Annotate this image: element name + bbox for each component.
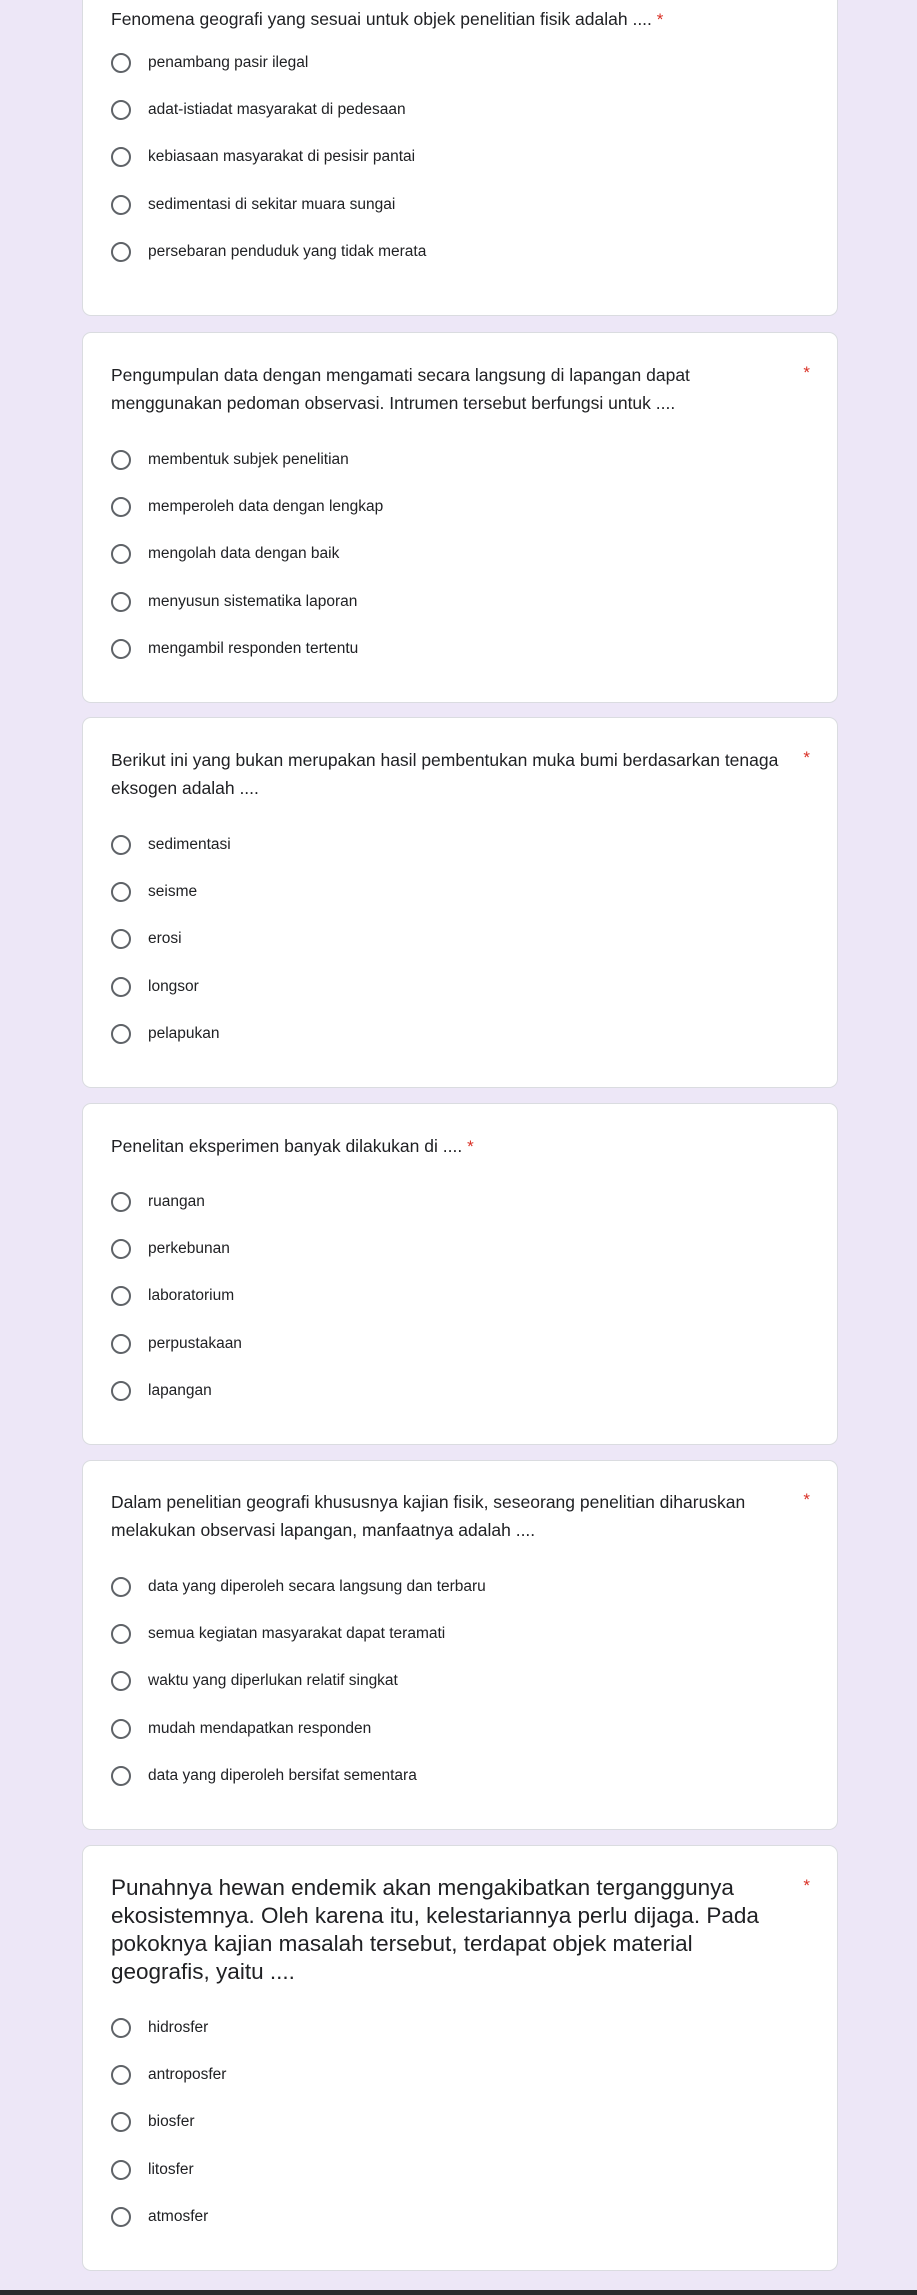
radio-option[interactable]: perpustakaan [111, 1320, 809, 1367]
question-title: Punahnya hewan endemik akan mengakibatkan terganggunya ekosistemnya. Oleh karena itu, kelestariannya perlu dijaga. Pada pokoknya kajian masalah tersebut, terdapat objek material geografis, yaitu .... [111, 1875, 759, 1984]
radio-circle-icon[interactable] [111, 2065, 131, 2085]
radio-circle-icon[interactable] [111, 2018, 131, 2038]
radio-option[interactable]: mengambil responden tertentu [111, 625, 809, 672]
radio-option[interactable]: sedimentasi [111, 821, 809, 868]
radio-circle-icon[interactable] [111, 147, 131, 167]
radio-option[interactable]: ruangan [111, 1178, 809, 1225]
radio-option[interactable]: semua kegiatan masyarakat dapat teramati [111, 1610, 809, 1657]
radio-circle-icon[interactable] [111, 1381, 131, 1401]
radio-option[interactable]: mudah mendapatkan responden [111, 1705, 809, 1752]
radio-circle-icon[interactable] [111, 592, 131, 612]
question-card-5 [82, 1460, 838, 1830]
radio-circle-icon[interactable] [111, 929, 131, 949]
question-title: Fenomena geografi yang sesuai untuk objek penelitian fisik adalah .... * [111, 9, 664, 29]
radio-circle-icon[interactable] [111, 882, 131, 902]
radio-option[interactable]: membentuk subjek penelitian [111, 436, 809, 483]
required-asterisk: * [803, 1490, 810, 1509]
radio-option[interactable]: mengolah data dengan baik [111, 531, 809, 578]
question-title: Berikut ini yang bukan merupakan hasil pembentukan muka bumi berdasarkan tenaga eksogen adalah .... [111, 750, 779, 798]
radio-option[interactable]: atmosfer [111, 2193, 809, 2240]
options-list [111, 2004, 809, 2240]
radio-circle-icon[interactable] [111, 1624, 131, 1644]
radio-circle-icon[interactable] [111, 1239, 131, 1259]
radio-circle-icon[interactable] [111, 977, 131, 997]
question-title: Penelitan eksperimen banyak dilakukan di .... * [111, 1136, 474, 1156]
options-list [111, 1178, 809, 1414]
options-list [111, 821, 809, 1057]
radio-circle-icon[interactable] [111, 835, 131, 855]
options-list [111, 39, 809, 275]
radio-circle-icon[interactable] [111, 544, 131, 564]
radio-circle-icon[interactable] [111, 2207, 131, 2227]
radio-circle-icon[interactable] [111, 1766, 131, 1786]
radio-circle-icon[interactable] [111, 195, 131, 215]
required-asterisk: * [803, 363, 810, 382]
required-asterisk: * [656, 10, 664, 29]
radio-option[interactable]: perkebunan [111, 1225, 809, 1272]
radio-circle-icon[interactable] [111, 1192, 131, 1212]
question-title: Dalam penelitian geografi khususnya kajian fisik, seseorang penelitian diharuskan melakukan observasi lapangan, manfaatnya adalah .... [111, 1492, 746, 1540]
required-asterisk: * [803, 748, 810, 767]
radio-option[interactable]: lapangan [111, 1367, 809, 1414]
options-list [111, 1563, 809, 1799]
radio-option[interactable]: data yang diperoleh bersifat sementara [111, 1752, 809, 1799]
radio-option[interactable]: menyusun sistematika laporan [111, 578, 809, 625]
radio-option[interactable]: data yang diperoleh secara langsung dan terbaru [111, 1563, 809, 1610]
radio-circle-icon[interactable] [111, 450, 131, 470]
radio-option[interactable]: biosfer [111, 2099, 809, 2146]
question-card-2 [82, 332, 838, 703]
question-card-6 [82, 1845, 838, 2271]
radio-circle-icon[interactable] [111, 53, 131, 73]
radio-option[interactable]: antroposfer [111, 2051, 809, 2098]
options-list [111, 436, 809, 672]
radio-circle-icon[interactable] [111, 242, 131, 262]
radio-circle-icon[interactable] [111, 2112, 131, 2132]
radio-circle-icon[interactable] [111, 639, 131, 659]
radio-circle-icon[interactable] [111, 2160, 131, 2180]
radio-option[interactable]: pelapukan [111, 1010, 809, 1057]
radio-circle-icon[interactable] [111, 1286, 131, 1306]
radio-circle-icon[interactable] [111, 1334, 131, 1354]
radio-circle-icon[interactable] [111, 100, 131, 120]
radio-option[interactable]: sedimentasi di sekitar muara sungai [111, 181, 809, 228]
radio-option[interactable]: seisme [111, 868, 809, 915]
radio-option[interactable]: laboratorium [111, 1273, 809, 1320]
radio-option[interactable]: penambang pasir ilegal [111, 39, 809, 86]
radio-option[interactable]: longsor [111, 963, 809, 1010]
radio-option[interactable]: hidrosfer [111, 2004, 809, 2051]
radio-option[interactable]: erosi [111, 916, 809, 963]
radio-option[interactable]: memperoleh data dengan lengkap [111, 483, 809, 530]
radio-circle-icon[interactable] [111, 1024, 131, 1044]
question-card-1 [82, 0, 838, 316]
radio-option[interactable]: litosfer [111, 2146, 809, 2193]
question-card-4 [82, 1103, 838, 1445]
radio-circle-icon[interactable] [111, 1671, 131, 1691]
radio-circle-icon[interactable] [111, 1719, 131, 1739]
radio-option[interactable]: persebaran penduduk yang tidak merata [111, 228, 809, 275]
required-asterisk: * [803, 1876, 810, 1895]
required-asterisk: * [467, 1137, 474, 1156]
radio-option[interactable]: kebiasaan masyarakat di pesisir pantai [111, 134, 809, 181]
question-card-3 [82, 717, 838, 1088]
radio-circle-icon[interactable] [111, 497, 131, 517]
radio-option[interactable]: waktu yang diperlukan relatif singkat [111, 1658, 809, 1705]
question-title: Pengumpulan data dengan mengamati secara langsung di lapangan dapat menggunakan pedoman observasi. Intrumen tersebut berfungsi untuk .... [111, 365, 690, 413]
radio-option[interactable]: adat-istiadat masyarakat di pedesaan [111, 86, 809, 133]
bottom-edge-divider [0, 2290, 917, 2295]
radio-circle-icon[interactable] [111, 1577, 131, 1597]
